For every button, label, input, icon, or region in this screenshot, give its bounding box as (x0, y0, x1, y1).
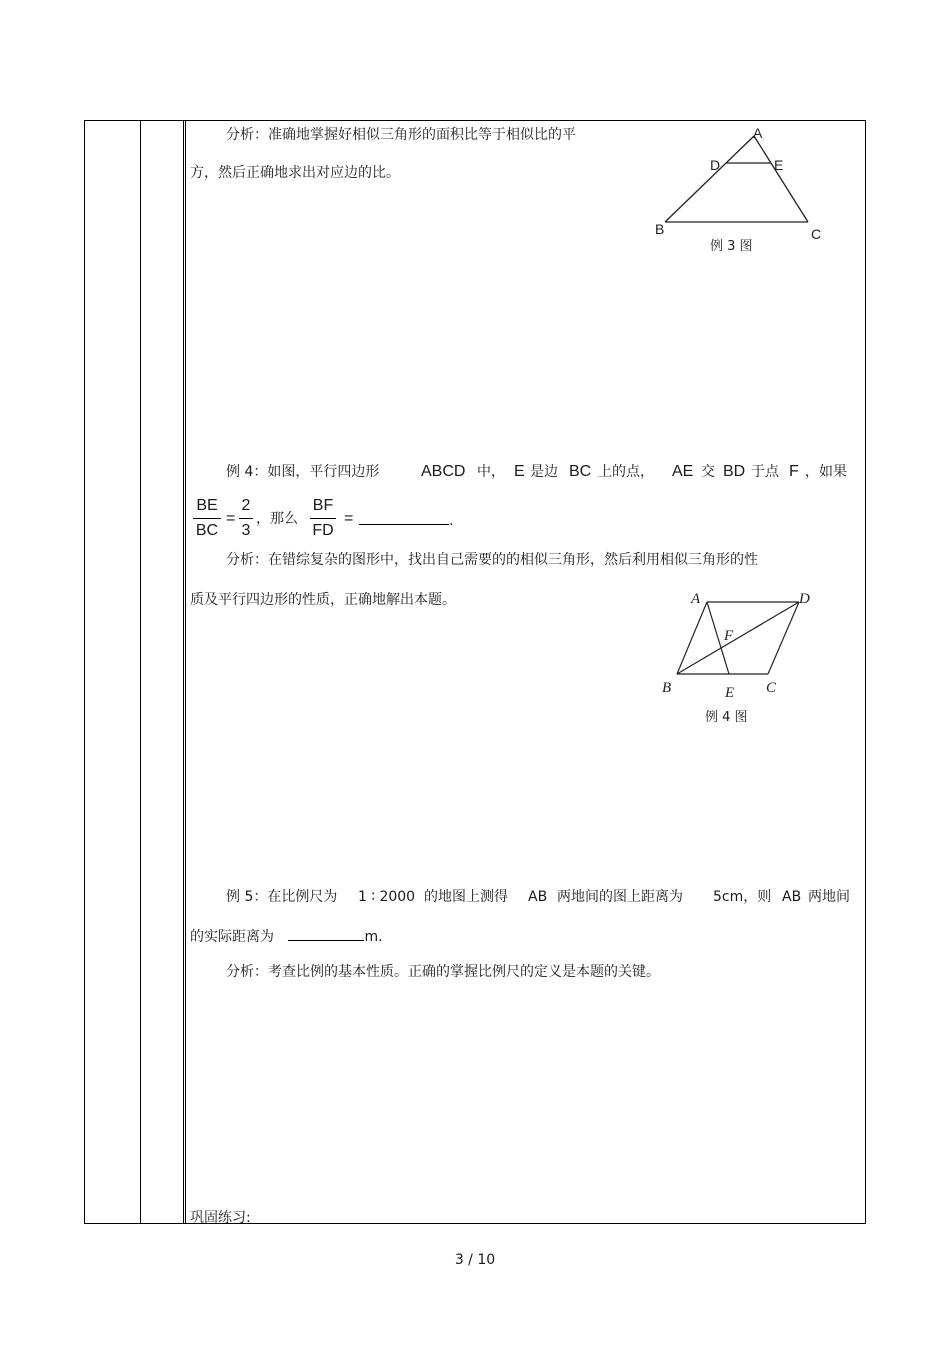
label-b: B (655, 221, 665, 237)
ex4-figure-caption: 例 4 图 (705, 710, 748, 725)
label-c: C (766, 680, 777, 696)
label-d: D (799, 591, 810, 607)
ex3-analysis-line2: 方，然后正确地求出对应边的比。 (190, 165, 400, 181)
label-f: F (724, 628, 734, 644)
ex4-f: F (789, 463, 799, 480)
fraction-2-3 (239, 496, 253, 541)
fraction-be-bc (193, 496, 221, 541)
ex4-rugou: ，如果 (805, 464, 847, 480)
fraction-denominator: FD (312, 522, 334, 539)
ex5-mid1: 的地图上测得 (424, 889, 508, 905)
ex4-shangdedian: 上的点， (598, 464, 654, 480)
side-ac (754, 136, 808, 222)
ex4-analysis-line2: 质及平行四边形的性质，正确地解出本题。 (190, 592, 456, 608)
unit: m. (364, 929, 383, 945)
fraction-denominator: 3 (241, 522, 251, 539)
side-ba (677, 602, 707, 674)
label-e: E (725, 685, 735, 701)
ex4-shibian: 是边 (530, 464, 558, 480)
ex4-question-prefix: 例 4：如图，平行四边形 (226, 464, 380, 480)
ex4-e: E (514, 463, 525, 480)
side-ab (665, 136, 754, 222)
fraction-bar (310, 518, 336, 519)
ex4-bc: BC (569, 463, 592, 480)
diagonal-bd (677, 602, 799, 674)
label-e: E (774, 157, 784, 173)
ex4-ae: AE (672, 463, 694, 480)
equals-sign: = (344, 510, 354, 527)
fraction-numerator: BE (196, 497, 218, 514)
fraction-numerator: 2 (241, 497, 251, 514)
ex5-line2-prefix: 的实际距离为 (190, 929, 274, 945)
ex3-analysis-line1: 分析：准确地掌握好相似三角形的面积比等于相似比的平 (226, 127, 576, 143)
label-b: B (662, 680, 672, 696)
ex5-mid3: 两地间 (808, 889, 850, 905)
label-a: A (753, 125, 763, 141)
fraction-numerator: BF (312, 497, 334, 514)
ex5-dist: 5cm，则 (713, 889, 772, 905)
page-number: 3 / 10 (454, 1252, 496, 1268)
column-divider (185, 121, 186, 1223)
practice-label: 巩固练习: (190, 1210, 251, 1226)
ex4-yudian: 于点 (751, 464, 779, 480)
period: . (449, 513, 454, 529)
fraction-bar (239, 518, 253, 519)
ex4-name-me: ，那么 (256, 511, 298, 527)
ex4-bd: BD (723, 463, 746, 480)
equals-sign: = (226, 510, 236, 527)
ex4-answer-blank (359, 512, 453, 528)
answer-blank (288, 928, 364, 941)
ex5-line2 (190, 928, 383, 944)
fraction-denominator: BC (195, 522, 219, 539)
fraction-bar (193, 518, 221, 519)
ex5-ab1: AB (528, 889, 548, 905)
ex5-question-prefix: 例 5：在比例尺为 (226, 889, 338, 905)
ex4-abcd: ABCD (421, 463, 466, 480)
ex5-ratio: 1 ∶ 2000 (358, 889, 416, 905)
ex5-ab2: AB (782, 889, 802, 905)
fraction-bf-fd (310, 496, 336, 541)
label-c: C (811, 226, 822, 242)
ex4-parallelogram-figure (655, 585, 825, 730)
ex4-jiao: 交 (701, 464, 715, 480)
label-a: A (691, 591, 701, 607)
ex3-triangle-figure (640, 124, 840, 264)
side-dc (768, 602, 799, 674)
column-divider (140, 121, 141, 1223)
ex4-zhong: 中， (477, 464, 505, 480)
answer-blank (359, 512, 449, 525)
label-d: D (710, 157, 721, 173)
ex5-mid2: 两地间的图上距离为 (557, 889, 683, 905)
ex3-figure-caption: 例 3 图 (710, 239, 753, 254)
ex5-analysis: 分析：考查比例的基本性质。正确的掌握比例尺的定义是本题的关键。 (226, 964, 660, 980)
ex4-analysis-line1: 分析：在错综复杂的图形中，找出自己需要的的相似三角形，然后利用相似三角形的性 (226, 552, 758, 568)
column-divider (183, 121, 184, 1223)
